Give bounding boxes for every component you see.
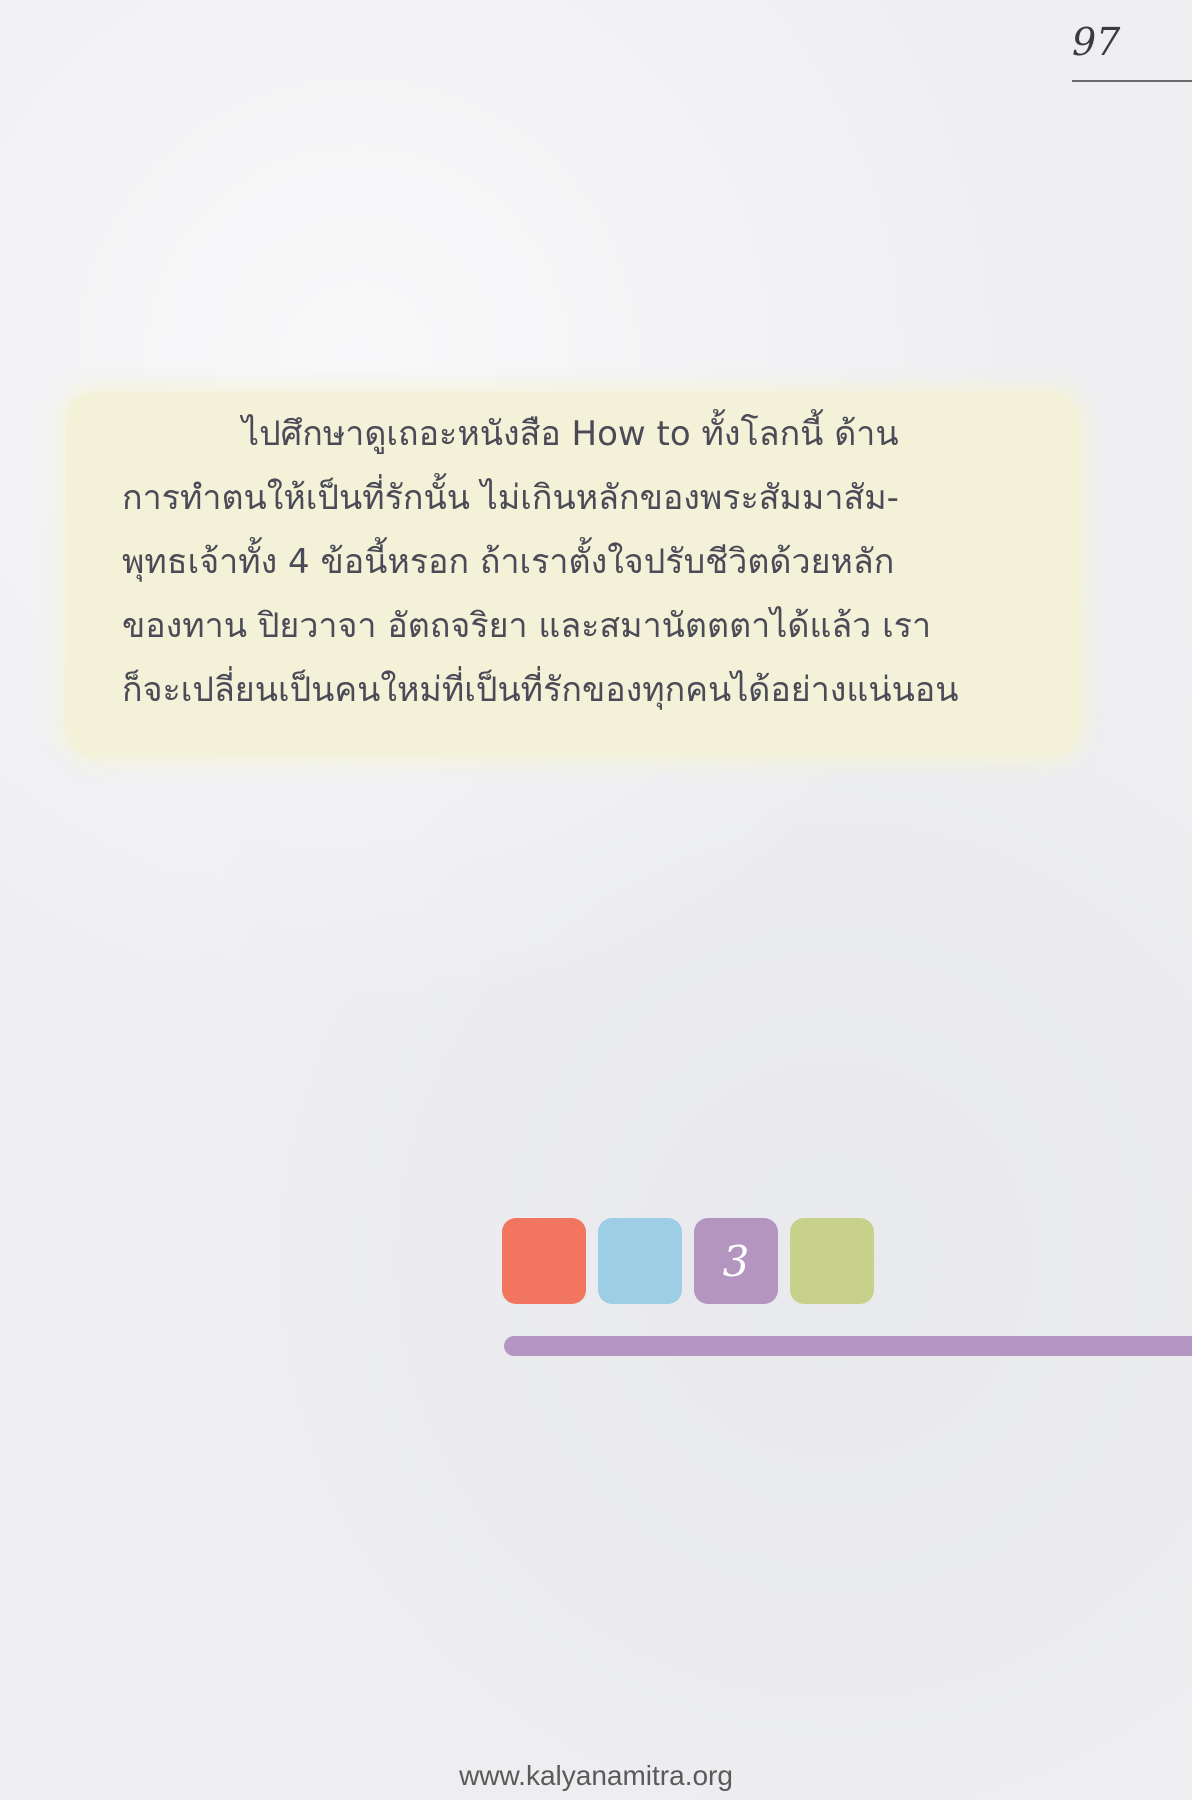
paragraph-line-3: พุทธเจ้าทั้ง 4 ข้อนี้หรอก ถ้าเราตั้งใจปรับชีวิตด้วยหลัก — [122, 542, 895, 582]
chapter-tile-purple — [694, 1218, 778, 1304]
chapter-accent-bar — [504, 1336, 1192, 1356]
highlighted-paragraph — [66, 392, 1080, 757]
chapter-number: 3 — [722, 1236, 750, 1286]
chapter-tile-blue — [598, 1218, 682, 1304]
paragraph-line-4: ของทาน ปิยวาจา อัตถจริยา และสมานัตตตาได้แล้ว เรา — [122, 606, 932, 646]
chapter-tile-orange — [502, 1218, 586, 1304]
footer-url: www.kalyanamitra.org — [459, 1760, 733, 1791]
paragraph-line-2: การทำตนให้เป็นที่รักนั้น ไม่เกินหลักของพระสัมมาสัม- — [122, 478, 899, 518]
page-number: 97 — [1072, 20, 1121, 64]
paragraph-line-5: ก็จะเปลี่ยนเป็นคนใหม่ที่เป็นที่รักของทุกคนได้อย่างแน่นอน — [122, 670, 959, 710]
chapter-tile-green — [790, 1218, 874, 1304]
paragraph-line-1: ไปศึกษาดูเถอะหนังสือ How to ทั้งโลกนี้ ด้าน — [242, 414, 899, 454]
page-number-rule — [1072, 80, 1192, 82]
